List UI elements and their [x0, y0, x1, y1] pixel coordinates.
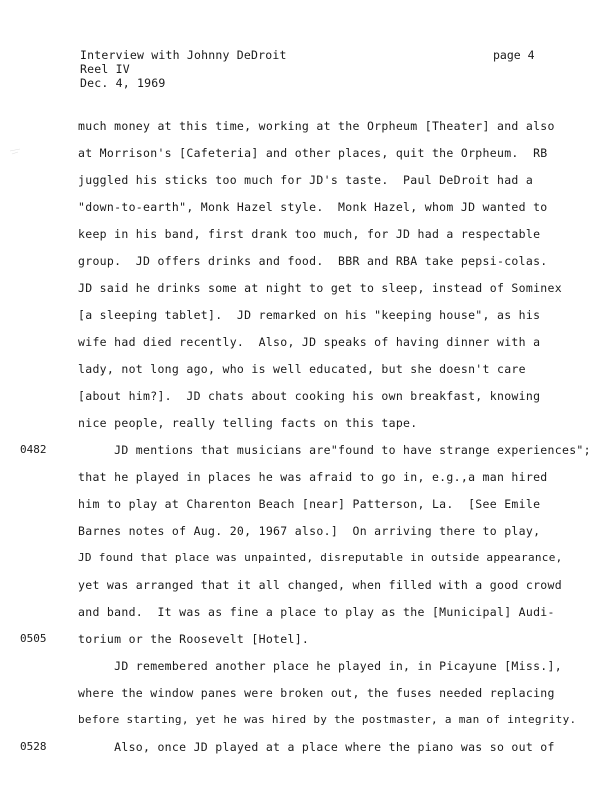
- transcript-line: "down-to-earth", Monk Hazel style. Monk Hazel, whom JD wanted to: [78, 200, 548, 214]
- transcript-line: [a sleeping tablet]. JD remarked on his "keeping house", as his: [78, 308, 541, 322]
- transcript-line: lady, not long ago, who is well educated, but she doesn't care: [78, 362, 526, 376]
- transcript-line: nice people, really telling facts on this tape.: [78, 416, 418, 430]
- scan-mark: [10, 140, 20, 148]
- transcript-line: JD mentions that musicians are"found to have strange experiences";: [78, 443, 591, 457]
- interview-date: Dec. 4, 1969: [80, 76, 166, 90]
- transcript-line: yet was arranged that it all changed, when filled with a good crowd: [78, 578, 562, 592]
- timecode-label: 0482: [20, 443, 47, 456]
- reel-label: Reel IV: [80, 62, 130, 76]
- timecode-label: 0528: [20, 740, 47, 753]
- transcript-line: much money at this time, working at the Orpheum [Theater] and also: [78, 119, 555, 133]
- transcript-line: [about him?]. JD chats about cooking his own breakfast, knowing: [78, 389, 541, 403]
- transcript-line: torium or the Roosevelt [Hotel].: [78, 632, 310, 646]
- page-number: page 4: [493, 48, 535, 62]
- transcript-line: at Morrison's [Cafeteria] and other places, quit the Orpheum. RB: [78, 146, 548, 160]
- transcript-line: Barnes notes of Aug. 20, 1967 also.] On arriving there to play,: [78, 524, 541, 538]
- transcript-line: him to play at Charenton Beach [near] Patterson, La. [See Emile: [78, 497, 541, 511]
- transcript-line: group. JD offers drinks and food. BBR and RBA take pepsi-colas.: [78, 254, 548, 268]
- interview-title: Interview with Johnny DeDroit: [80, 48, 287, 62]
- transcript-line: keep in his band, first drank too much, for JD had a respectable: [78, 227, 541, 241]
- transcript-line: where the window panes were broken out, the fuses needed replacing: [78, 686, 555, 700]
- transcript-line: before starting, yet he was hired by the postmaster, a man of integrity.: [78, 713, 577, 726]
- transcript-line: juggled his sticks too much for JD's taste. Paul DeDroit had a: [78, 173, 534, 187]
- timecode-label: 0505: [20, 632, 47, 645]
- transcript-line: and band. It was as fine a place to play as the [Municipal] Audi-: [78, 605, 555, 619]
- transcript-line: Also, once JD played at a place where the piano was so out of: [78, 740, 555, 754]
- transcript-line: JD said he drinks some at night to get to sleep, instead of Sominex: [78, 281, 562, 295]
- transcript-line: that he played in places he was afraid to go in, e.g.,a man hired: [78, 470, 548, 484]
- transcript-line: wife had died recently. Also, JD speaks of having dinner with a: [78, 335, 541, 349]
- transcript-line: JD remembered another place he played in, in Picayune [Miss.],: [78, 659, 562, 673]
- transcript-line: JD found that place was unpainted, disreputable in outside appearance,: [78, 551, 563, 564]
